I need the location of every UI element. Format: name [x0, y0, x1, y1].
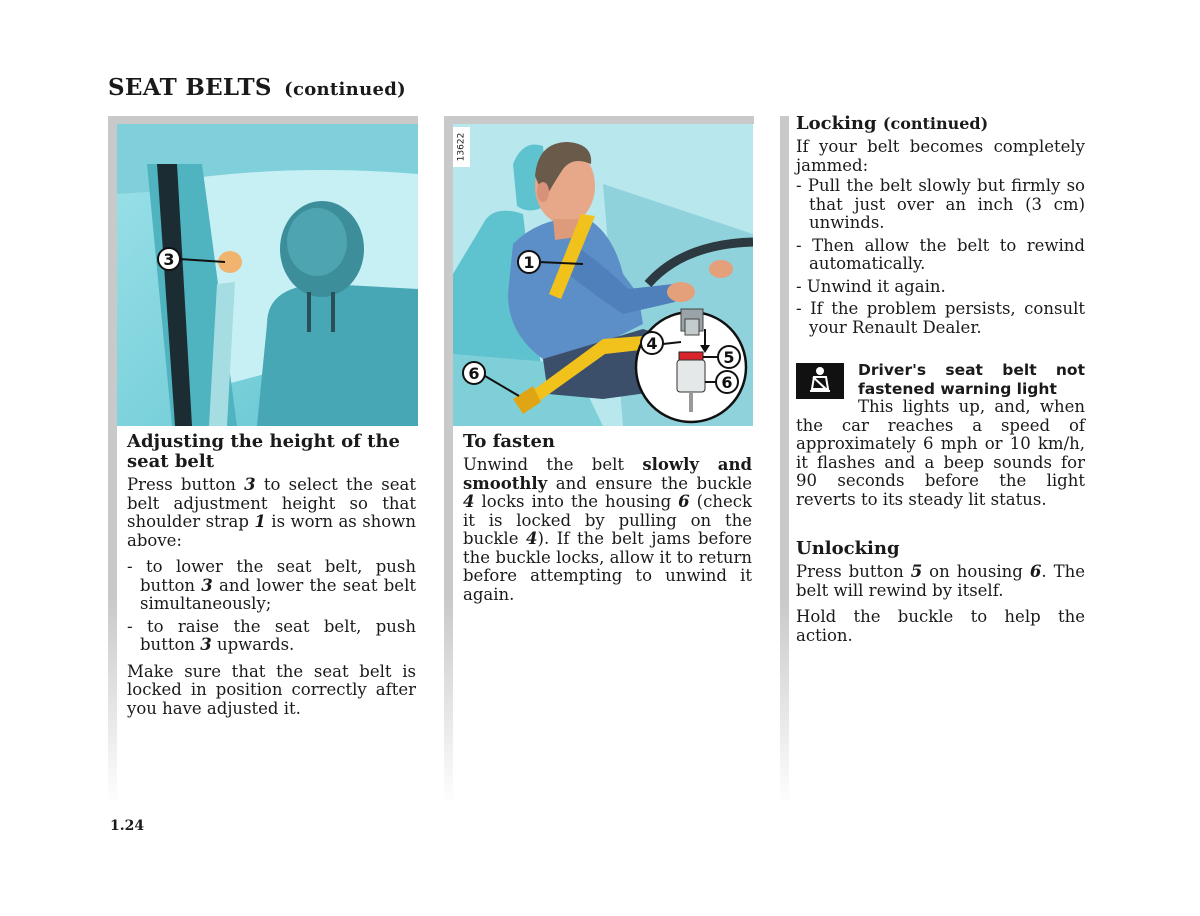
column-bar-1: [108, 116, 117, 806]
title-subtitle: (continued): [284, 79, 406, 100]
paragraph-unlocking: Press button 5 on housing 6. The belt will rewind by itself.: [796, 562, 1085, 600]
locking-bullet: - If the problem persists, consult your Renault Dealer.: [796, 300, 1085, 337]
callout-1: 1: [523, 253, 535, 272]
paragraph-locking-intro: If your belt becomes completely jammed:: [796, 137, 1085, 175]
paragraph-adjust-intro: Press button 3 to select the seat belt adjustment height so that shoulder strap 1 is worn as shown above:: [127, 475, 416, 550]
bullet-lower: - to lower the seat belt, push button 3 and lower the seat belt simultaneously;: [127, 558, 416, 614]
column-bar-2: [444, 116, 453, 806]
page-number: 1.24: [110, 818, 145, 834]
warning-light-text: This lights up, and, when the car reaches a speed of approximately 6 mph or 10 km/h, it flashes and a beep sounds for 90 seconds before the light reverts to its steady lit status.: [796, 397, 1085, 509]
locking-bullets: [796, 177, 1085, 337]
adjust-bullets: [127, 558, 416, 655]
seatbelt-warning-icon: [796, 363, 844, 399]
paragraph-fasten: Unwind the belt slowly and smoothly and ensure the buckle 4 locks into the housing 6 (check it is locked by pulling on the buckle 4). If the belt jams before the buckle locks, allow it to return before attempting to unwind it again.: [463, 455, 753, 604]
paragraph-unlocking-hold: Hold the buckle to help the action.: [796, 607, 1085, 645]
column-1: [127, 432, 416, 726]
heading-unlocking: Unlocking: [796, 538, 900, 559]
column-2: [463, 432, 752, 612]
callout-5: 5: [723, 348, 735, 367]
callout-3: 3: [163, 250, 175, 269]
callout-4: 4: [646, 334, 658, 353]
title-main: SEAT BELTS: [108, 74, 272, 101]
figure-rule-2: [444, 116, 754, 124]
heading-to-fasten: To fasten: [463, 431, 555, 452]
warning-light-block: [796, 361, 1085, 509]
heading-locking: Locking (continued): [796, 113, 989, 134]
paragraph-adjust-closing: Make sure that the seat belt is locked in position correctly after you have adjusted it.: [127, 661, 416, 718]
callout-6-inset: 6: [721, 373, 733, 392]
locking-bullet: - Then allow the belt to rewind automatically.: [796, 237, 1085, 274]
column-bar-3: [780, 116, 789, 806]
page-title: [108, 74, 406, 101]
locking-bullet: - Pull the belt slowly but firmly so that just over an inch (3 cm) unwinds.: [796, 177, 1085, 233]
bullet-raise: - to raise the seat belt, push button 3 upwards.: [127, 618, 416, 655]
locking-bullet: - Unwind it again.: [796, 278, 1085, 297]
figure-driver-fastening: [453, 124, 753, 426]
callout-6-figure: 6: [468, 364, 480, 383]
warning-light-heading: Driver's seat belt not fastened warning light: [858, 361, 1085, 398]
figure-ref-code: 13622: [456, 132, 467, 162]
figure-ref-box: [453, 127, 470, 167]
column-3: [796, 114, 1085, 653]
heading-adjusting-height: Adjusting the height of the seat belt: [127, 431, 400, 472]
figure-belt-height-adjuster: [117, 124, 418, 426]
figure-rule-1: [108, 116, 418, 124]
